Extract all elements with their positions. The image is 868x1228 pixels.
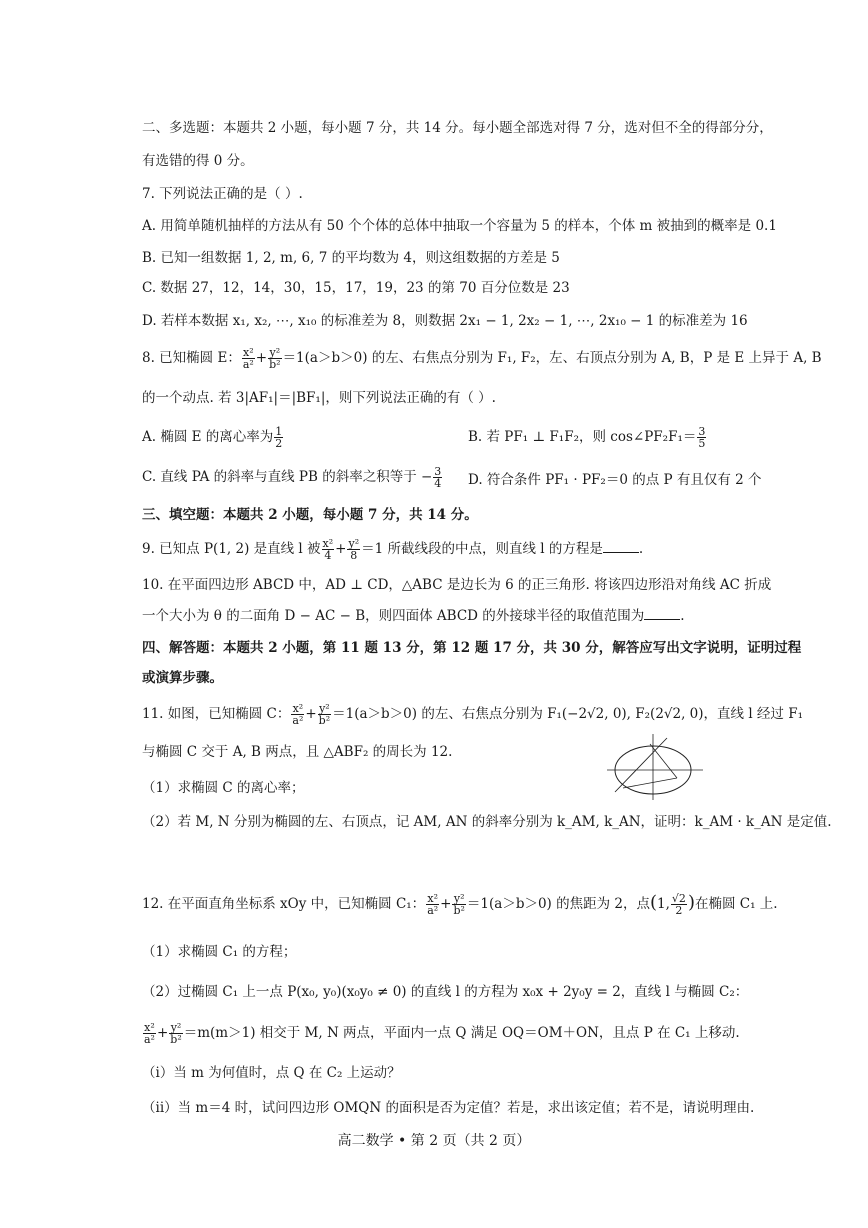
section2-heading-line1: 二、多选题：本题共 2 小题，每小题 7 分，共 14 分。每小题全部选对得 7 分，选对但不全的得部分分， xyxy=(142,120,773,136)
q8-stem-pre: 8. 已知椭圆 E： xyxy=(142,350,241,366)
q12-part2-i: （i）当 m 为何值时，点 Q 在 C₂ 上运动？ xyxy=(142,1065,401,1081)
q9-stem: 9. 已知点 P(1, 2) 是直线 l 被 $\frac{\text{x²}}{4}$ + $\frac{\text{y²}}{8}$ ＝1 所截线段的中点，则直线 l 的方程是 . xyxy=(142,537,644,562)
frac-y2-8: $\frac{\text{y²}}{8}$ xyxy=(348,537,360,562)
line-l xyxy=(615,738,667,792)
segment-bf2 xyxy=(623,778,677,788)
frac-x2-4: $\frac{\text{x²}}{4}$ xyxy=(322,537,334,562)
q8-option-c: C. 直线 PA 的斜率与直线 PB 的斜率之积等于 − $\frac{3}{4}$ xyxy=(142,465,442,490)
q8-option-a: A. 椭圆 E 的离心率为 $\frac{1}{2}$ xyxy=(142,425,283,450)
frac-y2-b2: $\frac{\text{y²}}{\text{b²}}$ xyxy=(269,346,281,371)
section4-heading-line1: 四、解答题：本题共 2 小题，第 11 题 13 分，第 12 题 17 分，共 30 分，解答应写出文字说明，证明过程 xyxy=(142,640,802,656)
frac-y2-b2: $\frac{\text{y²}}{\text{b²}}$ xyxy=(318,702,331,727)
section2-heading-line2: 有选错的得 0 分。 xyxy=(142,153,254,169)
q11-stem: 11. 如图，已知椭圆 C： $\frac{\text{x²}}{\text{a²}}$ + $\frac{\text{y²}}{\text{b²}}$ ＝1(a＞b＞0) 的左、右焦点分别为 F₁(−2√2, 0), F₂(2√2, 0)，直线 l 经过 F₁ xyxy=(142,702,804,727)
q7-option-c: C. 数据 27，12，14，30，15，17，19，23 的第 70 百分位数是 23 xyxy=(142,280,570,296)
frac-y2-b2: $\frac{\text{y²}}{\text{b²}}$ xyxy=(170,1021,182,1046)
frac-x2-a2: $\frac{\text{x²}}{\text{a²}}$ xyxy=(242,346,254,371)
q8-line2: 的一个动点. 若 3|AF₁|＝|BF₁|，则下列说法正确的有（ ）. xyxy=(142,390,496,406)
q8-option-b: B. 若 PF₁ ⊥ F₁F₂，则 cos∠PF₂F₁＝ $\frac{3}{5}$ xyxy=(468,425,706,450)
answer-blank xyxy=(603,540,639,553)
q11-line2: 与椭圆 C 交于 A, B 两点，且 △ABF₂ 的周长为 12. xyxy=(142,744,453,760)
q8-option-d: D. 符合条件 PF₁ · PF₂＝0 的点 P 有且仅有 2 个 xyxy=(468,472,762,488)
page-footer: 高二数学 • 第 2 页（共 2 页） xyxy=(337,1133,531,1149)
section4-heading-line2: 或演算步骤。 xyxy=(142,670,223,686)
q12-part2-cont: $\frac{\text{x²}}{\text{a²}}$ + $\frac{\text{y²}}{\text{b²}}$ ＝m(m＞1) 相交于 M, N 两点，平面内一点 Q 满足 OQ＝OM＋ON，且点 P 在 C₁ 上移动. xyxy=(144,1021,740,1046)
q8-stem: 8. 已知椭圆 E： $\frac{\text{x²}}{\text{a²}}$ + $\frac{\text{y²}}{\text{b²}}$ ＝1(a＞b＞0) 的左、右焦点分别为 F₁, F₂，左、右顶点分别为 A, B，P 是 E 上异于 A, B xyxy=(142,346,822,371)
q7-option-b: B. 已知一组数据 1, 2, m, 6, 7 的平均数为 4，则这组数据的方差是 5 xyxy=(142,250,560,266)
q12-part1: （1）求椭圆 C₁ 的方程； xyxy=(142,944,297,960)
frac-x2-a2: $\frac{\text{x²}}{\text{a²}}$ xyxy=(144,1021,155,1046)
frac-three-fifths: $\frac{3}{5}$ xyxy=(698,425,706,450)
q7-option-a: A. 用简单随机抽样的方法从有 50 个个体的总体中抽取一个容量为 5 的样本，个体 m 被抽到的概率是 0.1 xyxy=(142,218,777,234)
q12-stem: 12. 在平面直角坐标系 xOy 中，已知椭圆 C₁： $\frac{\text{x²}}{\text{a²}}$ + $\frac{\text{y²}}{\text{b²}}$ ＝1(a＞b＞0) 的焦距为 2，点(1, $\frac{√2}{2}$ )在椭圆 C₁ 上. xyxy=(142,892,778,917)
frac-sqrt2-half: $\frac{√2}{2}$ xyxy=(671,892,686,917)
frac-y2-b2: $\frac{\text{y²}}{\text{b²}}$ xyxy=(453,892,465,917)
frac-one-half: $\frac{1}{2}$ xyxy=(275,425,283,450)
q10-line2: 一个大小为 θ 的二面角 D − AC − B，则四面体 ABCD 的外接球半径的取值范围为 . xyxy=(142,608,685,624)
frac-x2-a2: $\frac{\text{x²}}{\text{a²}}$ xyxy=(427,892,439,917)
q11-part2: （2）若 M, N 分别为椭圆的左、右顶点，记 AM, AN 的斜率分别为 k_AM, k_AN，证明：k_AM · k_AN 是定值. xyxy=(142,814,832,830)
section3-heading: 三、填空题：本题共 2 小题，每小题 7 分，共 14 分。 xyxy=(142,507,478,523)
q8-stem-post: ＝1(a＞b＞0) 的左、右焦点分别为 F₁, F₂，左、右顶点分别为 A, B，P 是 E 上异于 A, B xyxy=(282,350,822,366)
frac-x2-a2: $\frac{\text{x²}}{\text{a²}}$ xyxy=(292,702,304,727)
q12-part2: （2）过椭圆 C₁ 上一点 P(x₀, y₀)(x₀y₀ ≠ 0) 的直线 l 的方程为 x₀x + 2y₀y = 2，直线 l 与椭圆 C₂： xyxy=(142,984,749,1000)
answer-blank xyxy=(644,607,680,620)
frac-three-quarters: $\frac{3}{4}$ xyxy=(434,465,442,490)
q12-part2-ii: （ii）当 m＝4 时，试问四边形 OMQN 的面积是否为定值？若是，求出该定值；若不是，请说明理由. xyxy=(142,1100,755,1116)
q10-line1: 10. 在平面四边形 ABCD 中，AD ⊥ CD，△ABC 是边长为 6 的正三角形. 将该四边形沿对角线 AC 折成 xyxy=(142,577,772,593)
ellipse-figure xyxy=(605,732,705,802)
q7-option-d: D. 若样本数据 x₁, x₂, ⋯, x₁₀ 的标准差为 8，则数据 2x₁ − 1, 2x₂ − 1, ⋯, 2x₁₀ − 1 的标准差为 16 xyxy=(142,313,748,329)
q7-stem: 7. 下列说法正确的是（ ）. xyxy=(142,186,303,202)
q11-part1: （1）求椭圆 C 的离心率； xyxy=(142,780,305,796)
